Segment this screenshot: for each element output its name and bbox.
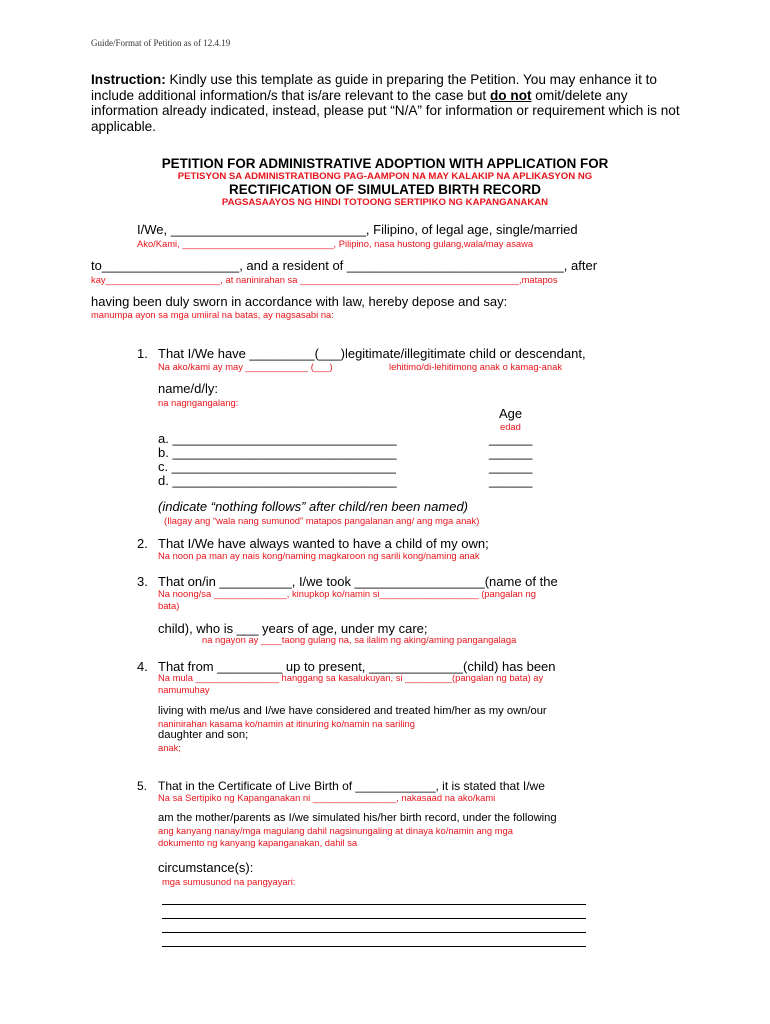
child-row-b: b. _______________________________ xyxy=(158,445,397,460)
item-1-text: That I/We have _________(___)legitimate/illegitimate child or descendant, xyxy=(158,346,586,361)
item-3-text-2: child), who is ___ years of age, under my care; xyxy=(158,621,428,636)
item-1-tagalog-a: Na ako/kami ay may ____________ (___) xyxy=(158,361,333,372)
child-age-b: ______ xyxy=(489,445,533,460)
item-3-tagalog-1: Na noong/sa ______________, kinupkop ko/namin si___________________ (pangalan ng xyxy=(158,588,536,599)
item-5-circumstances-tagalog: mga sumusunod na pangyayari: xyxy=(162,876,296,887)
age-header: Age xyxy=(499,406,523,421)
item-5-tagalog-1: Na sa Sertipiko ng Kapanganakan ni ________________, nakasaad na ako/kami xyxy=(158,792,496,803)
item-4-text-3: daughter and son; xyxy=(158,729,249,741)
intro-to-tagalog: kay______________________, at naninirahan sa __________________________________________,matapos xyxy=(91,274,558,285)
instruction-emphasis: do not xyxy=(490,87,532,103)
title-line-1-tagalog: PETISYON SA ADMINISTRATIBONG PAG-AAMPON NA MAY KALAKIP NA APLIKASYON NG xyxy=(177,171,593,182)
item-2-tagalog: Na noon pa man ay nais kong/naming magkaroon ng sarili kong/naming anak xyxy=(158,550,480,561)
child-age-d: ______ xyxy=(489,473,533,488)
item-3-tagalog-2: bata) xyxy=(158,600,180,611)
instruction-label: Instruction: xyxy=(91,72,166,87)
circumstance-blank-line xyxy=(162,946,586,947)
instruction-text-2: omit/delete any information already indicated, instead, please put “N/A” for information or requirement which is not applicable. xyxy=(91,87,680,134)
item-4-tagalog-1: Na mula ________________ hanggang sa kasalukuyan, si _________(pangalan ng bata) ay xyxy=(158,672,544,683)
item-1-name-tagalog: na nagngangalang: xyxy=(158,397,239,408)
item-4-text: That from _________ up to present, _____________(child) has been xyxy=(158,659,556,674)
item-4-text-2: living with me/us and I/we have considered and treated him/her as my own/our xyxy=(158,705,547,717)
title-line-1: PETITION FOR ADMINISTRATIVE ADOPTION WITH APPLICATION FOR xyxy=(161,156,609,171)
title-line-2: RECTIFICATION OF SIMULATED BIRTH RECORD xyxy=(229,182,541,197)
item-1-note-tagalog: (Ilagay ang “wala nang sumunod” matapos pangalanan ang/ ang mga anak) xyxy=(164,515,480,526)
intro-sworn-tagalog: manumpa ayon sa mga umiiral na batas, ay nagsasabi na: xyxy=(91,309,334,320)
item-3-text: That on/in __________, I/we took __________________(name of the xyxy=(158,574,558,589)
child-row-c: c. _______________________________ xyxy=(158,459,396,474)
item-2-number: 2. xyxy=(137,536,148,551)
circumstance-blank-line xyxy=(162,904,586,905)
instruction-text: Kindly use this template as guide in preparing the Petition. You may enhance it to include additional information/s that is/are relevant to the case but xyxy=(91,72,657,103)
item-5-circumstances-label: circumstance(s): xyxy=(158,860,254,875)
instruction-paragraph xyxy=(91,72,683,134)
child-row-a: a. _______________________________ xyxy=(158,431,397,446)
child-age-a: ______ xyxy=(489,431,533,446)
item-5-text: That in the Certificate of Live Birth of ____________, it is stated that I/we xyxy=(158,779,545,793)
child-age-c: ______ xyxy=(489,459,533,474)
item-4-tagalog-2: namumuhay xyxy=(158,684,210,695)
item-4-number: 4. xyxy=(137,659,148,674)
age-header-tagalog: edad xyxy=(500,421,521,432)
item-1-name-label: name/d/ly: xyxy=(158,381,218,396)
item-5-tagalog-3: dokumento ng kanyang kapanganakan, dahil sa xyxy=(158,837,358,848)
item-1-tagalog-b: lehitimo/di-lehitimong anak o kamag-anak xyxy=(389,361,563,372)
item-2-text: That I/We have always wanted to have a child of my own; xyxy=(158,536,489,551)
title-line-2-tagalog: PAGSASAAYOS NG HINDI TOTOONG SERTIPIKO NG KAPANGANAKAN xyxy=(221,197,549,208)
item-3-tagalog-3: na ngayon ay ____taong gulang na, sa ilalim ng aking/aming pangangalaga xyxy=(202,634,517,645)
item-4-tagalog-3: naninirahan kasama ko/namin at itinuring ko/namin na sariling xyxy=(158,718,415,729)
circumstance-blank-line xyxy=(162,918,586,919)
item-3-number: 3. xyxy=(137,574,148,589)
item-5-text-2: am the mother/parents as I/we simulated his/her birth record, under the following xyxy=(158,812,557,824)
item-5-tagalog-2: ang kanyang nanay/mga magulang dahil nagsinungaling at dinaya ko/namin ang mga xyxy=(158,825,513,836)
intro-we: I/We, ___________________________, Filipino, of legal age, single/married xyxy=(137,222,578,237)
child-row-d: d. _______________________________ xyxy=(158,473,397,488)
item-4-tagalog-4: anak; xyxy=(158,742,181,753)
item-1-note: (indicate “nothing follows” after child/ren been named) xyxy=(158,499,469,514)
intro-to: to___________________, and a resident of ______________________________, after xyxy=(91,258,598,273)
intro-we-tagalog: Ako/Kami, _____________________________, Pilipino, nasa hustong gulang,wala/may asawa xyxy=(137,238,534,249)
item-1-number: 1. xyxy=(137,346,148,361)
intro-sworn: having been duly sworn in accordance with law, hereby depose and say: xyxy=(91,294,508,309)
page-header: Guide/Format of Petition as of 12.4.19 xyxy=(91,38,231,48)
item-5-number: 5. xyxy=(137,779,148,793)
circumstance-blank-line xyxy=(162,932,586,933)
